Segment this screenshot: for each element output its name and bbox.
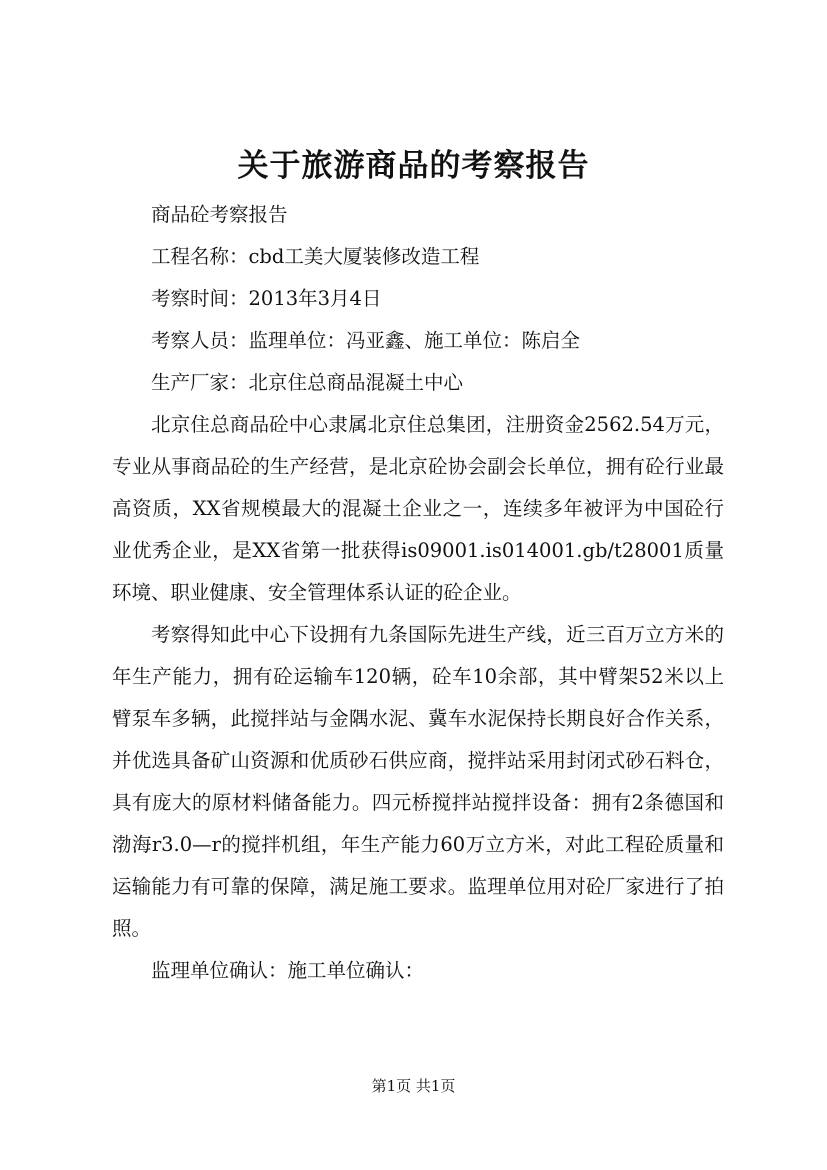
document-title: 关于旅游商品的考察报告 bbox=[237, 148, 590, 184]
document-body bbox=[112, 194, 724, 992]
inspection-date-line: 考察时间：2013年3月4日 bbox=[151, 287, 382, 310]
project-name-line: 工程名称：cbd工美大厦装修改造工程 bbox=[151, 245, 480, 268]
page-footer: 第1页 共1页 bbox=[371, 1077, 456, 1095]
company-description-paragraph: 北京住总商品砼中心隶属北京住总集团，注册资金2562.54万元，专业从事商品砼的生产经营，是北京砼协会副会长单位，拥有砼行业最高资质，XX省规模最大的混凝土企业之一，连续多年被评为中国砼行业优秀企业，是XX省第一批获得is09001.is014001.gb/t28001质量环境、职业健康、安全管理体系认证的砼企业。 bbox=[112, 413, 724, 604]
confirmation-line: 监理单位确认：施工单位确认： bbox=[151, 959, 425, 982]
manufacturer-line: 生产厂家：北京住总商品混凝土中心 bbox=[151, 371, 464, 394]
inspection-findings-paragraph: 考察得知此中心下设拥有九条国际先进生产线，近三百万立方米的年生产能力，拥有砼运输车120辆，砼车10余部，其中臂架52米以上臂泵车多辆，此搅拌站与金隅水泥、冀车水泥保持长期良好合作关系，并优选具备矿山资源和优质砂石供应商，搅拌站采用封闭式砂石料仓，具有庞大的原材料储备能力。四元桥搅拌站搅拌设备：拥有2条德国和渤海r3.0—r的搅拌机组，年生产能力60万立方米，对此工程砼质量和运输能力有可靠的保障，满足施工要求。监理单位用对砼厂家进行了拍照。 bbox=[112, 623, 724, 940]
inspection-personnel-line: 考察人员：监理单位：冯亚鑫、施工单位：陈启全 bbox=[151, 329, 581, 352]
report-subtitle: 商品砼考察报告 bbox=[151, 203, 288, 226]
